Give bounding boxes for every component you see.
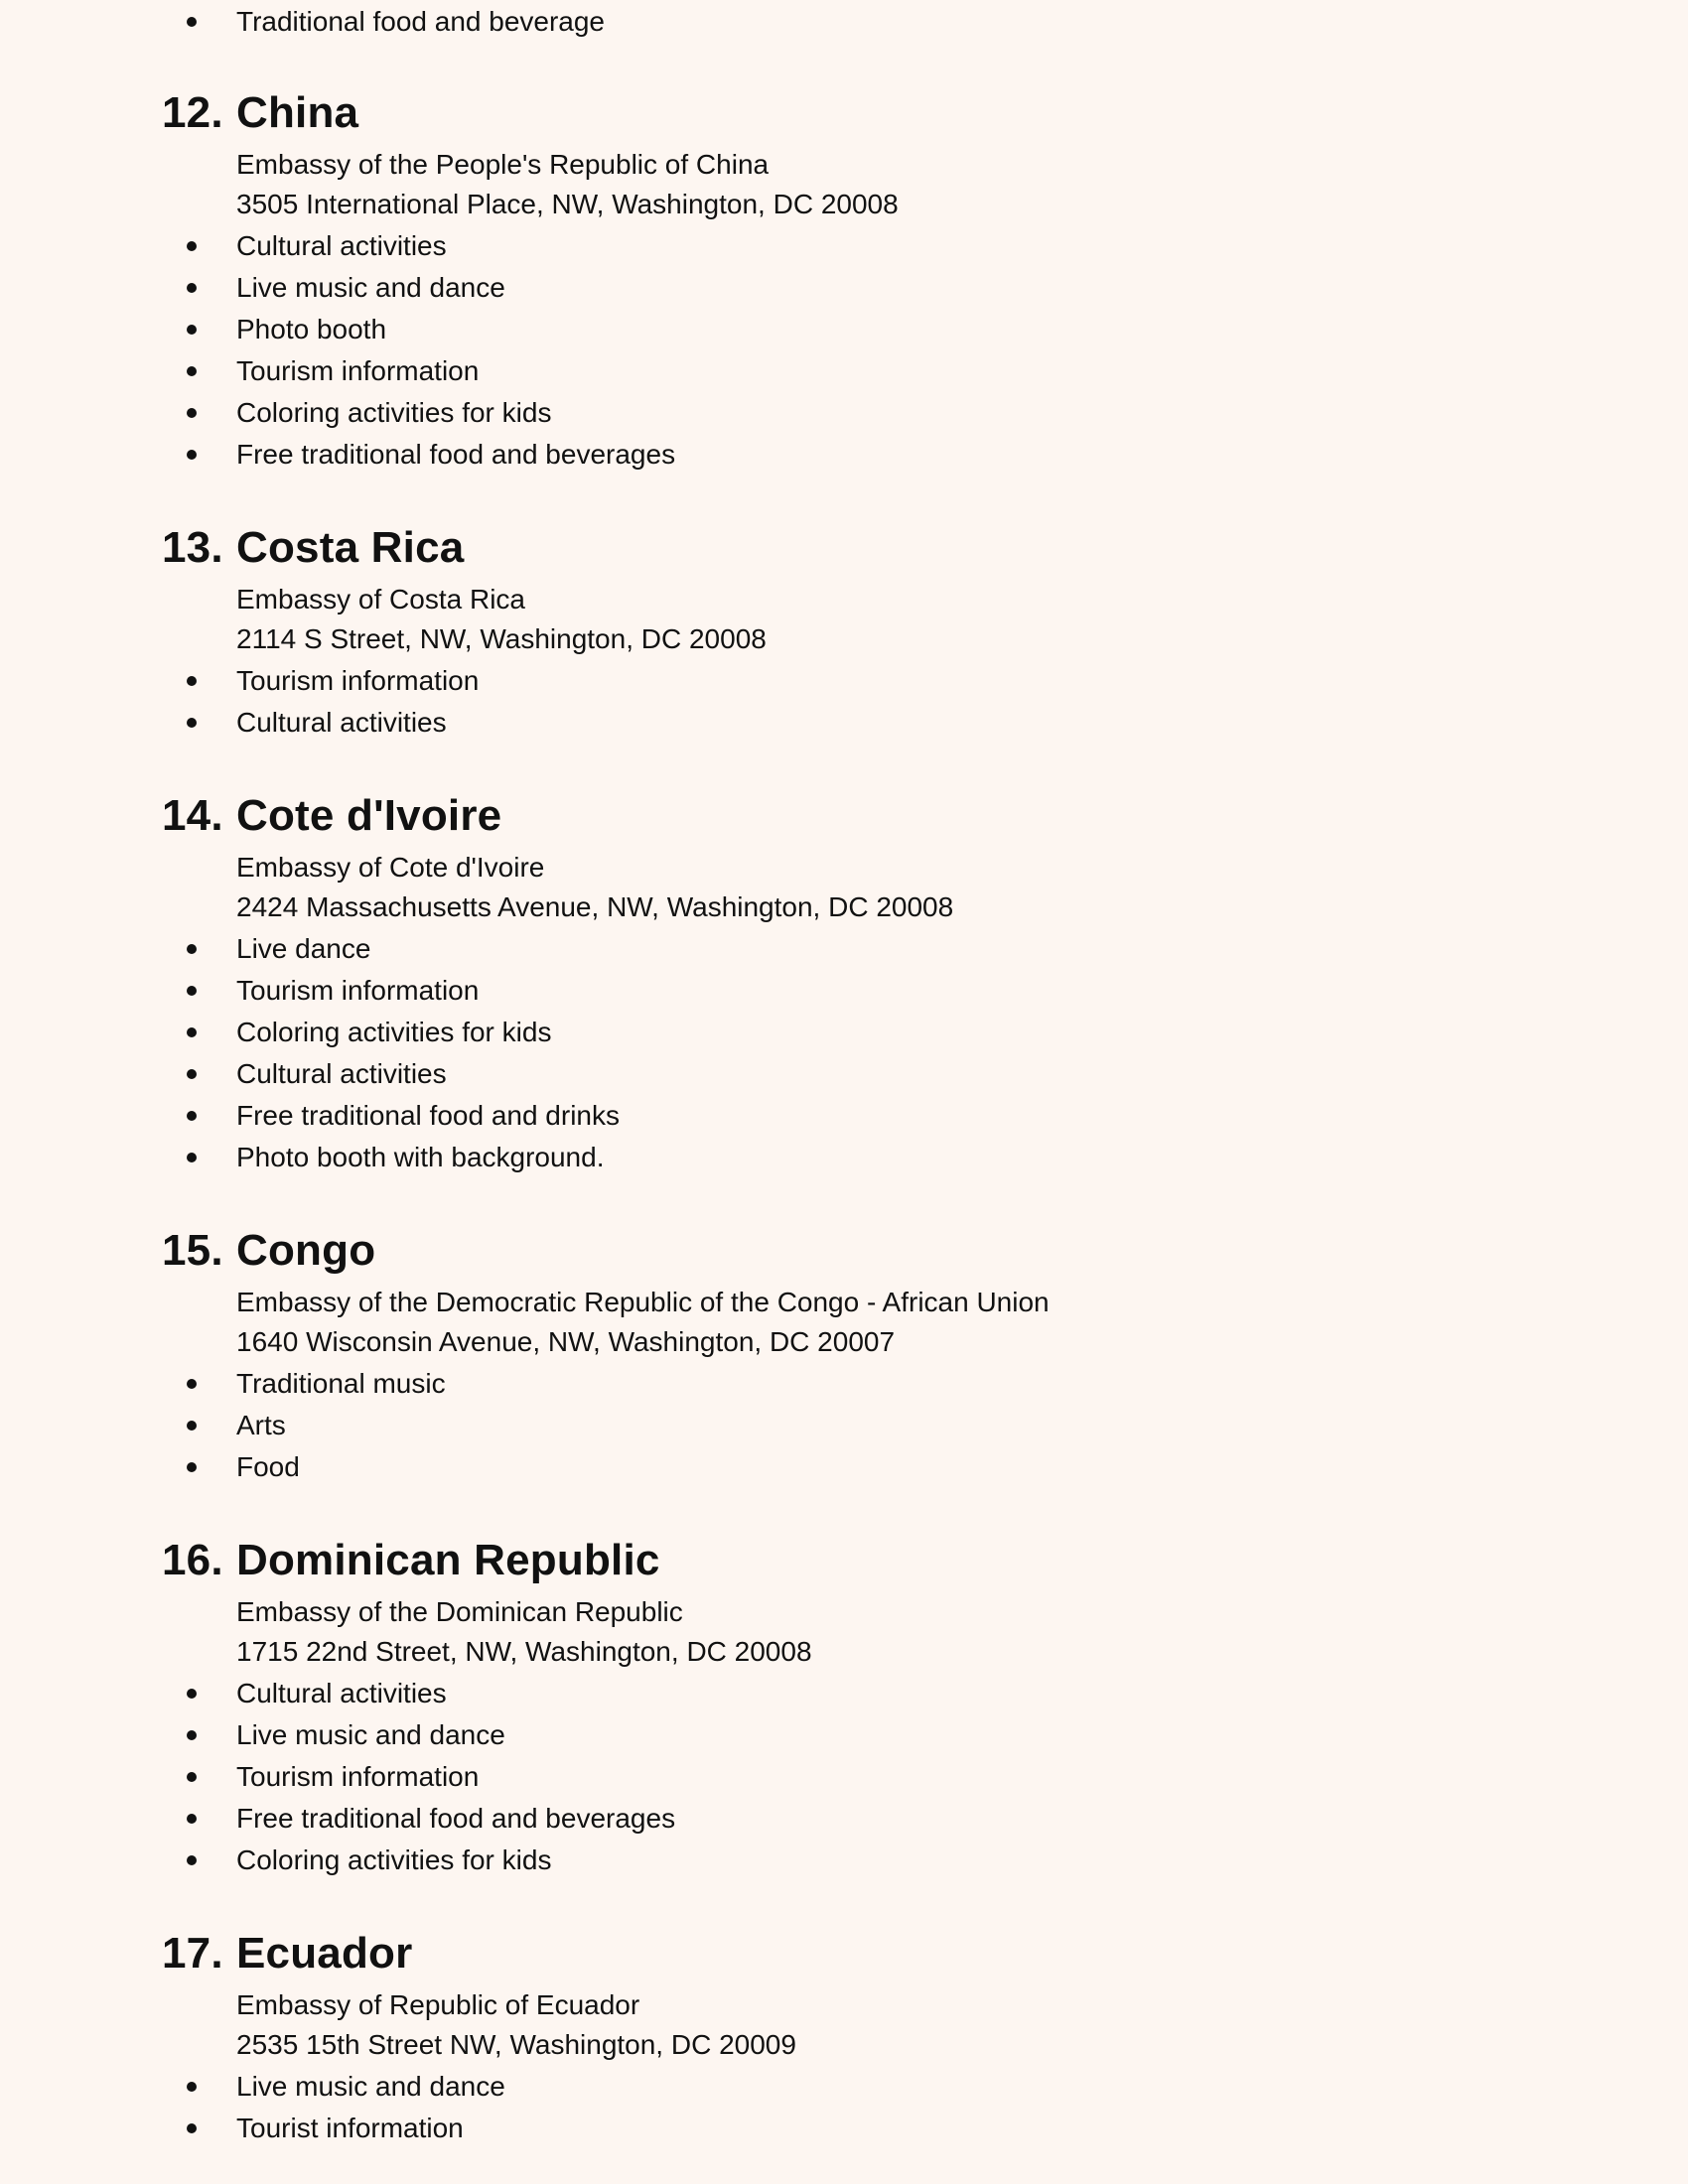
list-item-text: Free traditional food and beverages	[236, 439, 676, 470]
embassy-address: 1640 Wisconsin Avenue, NW, Washington, DC 20007	[236, 1326, 896, 1357]
list-item-text: Tourist information	[236, 2113, 464, 2143]
embassy-name: Embassy of Republic of Ecuador	[236, 1989, 640, 2020]
section-title: Costa Rica	[236, 523, 465, 572]
embassy-address: 2424 Massachusetts Avenue, NW, Washington, DC 20008	[236, 891, 954, 922]
bullet-icon	[187, 944, 197, 954]
list-item-text: Coloring activities for kids	[236, 1017, 552, 1047]
section-heading	[162, 1924, 412, 1983]
list-item-text: Live dance	[236, 933, 371, 964]
bullet-icon	[187, 1462, 197, 1472]
section-heading	[162, 518, 464, 578]
bullet-icon	[187, 408, 197, 418]
section-title: China	[236, 88, 359, 137]
list-item-text: Traditional food and beverage	[236, 6, 605, 37]
bullet-icon	[187, 1772, 197, 1782]
bullet-icon	[187, 1027, 197, 1037]
section-heading	[162, 83, 358, 143]
bullet-icon	[187, 325, 197, 335]
section-number: 17.	[162, 1929, 223, 1978]
embassy-address: 3505 International Place, NW, Washington, DC 20008	[236, 189, 899, 219]
embassy-address: 2114 S Street, NW, Washington, DC 20008	[236, 623, 767, 654]
bullet-icon	[187, 1855, 197, 1865]
list-item-text: Coloring activities for kids	[236, 397, 552, 428]
embassy-address: 1715 22nd Street, NW, Washington, DC 20008	[236, 1636, 812, 1667]
section-number: 13.	[162, 523, 223, 572]
embassy-name: Embassy of Cote d'Ivoire	[236, 852, 545, 883]
list-item-text: Food	[236, 1451, 300, 1482]
section-title: Congo	[236, 1226, 376, 1275]
section-title: Dominican Republic	[236, 1536, 660, 1584]
bullet-icon	[187, 1153, 197, 1162]
bullet-icon	[187, 2082, 197, 2092]
list-item-text: Tourism information	[236, 665, 480, 696]
list-item-text: Photo booth	[236, 314, 387, 344]
list-item-text: Photo booth with background.	[236, 1142, 605, 1172]
bullet-icon	[187, 1730, 197, 1740]
embassy-address: 2535 15th Street NW, Washington, DC 20009	[236, 2029, 796, 2060]
embassy-name: Embassy of Costa Rica	[236, 584, 525, 614]
bullet-icon	[187, 17, 197, 27]
embassy-name: Embassy of the People's Republic of China	[236, 149, 770, 180]
list-item-text: Arts	[236, 1410, 286, 1440]
list-item-text: Tourism information	[236, 1761, 480, 1792]
list-item-text: Cultural activities	[236, 707, 447, 738]
bullet-icon	[187, 1814, 197, 1824]
bullet-icon	[187, 1421, 197, 1431]
list-item-text: Cultural activities	[236, 230, 447, 261]
section-number: 15.	[162, 1226, 223, 1275]
section-heading	[162, 1221, 375, 1281]
bullet-icon	[187, 986, 197, 996]
list-item-text: Live music and dance	[236, 1719, 505, 1750]
section-heading	[162, 786, 501, 846]
embassy-name: Embassy of the Democratic Republic of the Congo - African Union	[236, 1287, 1050, 1317]
list-item-text: Tourism information	[236, 975, 480, 1006]
list-item-text: Coloring activities for kids	[236, 1844, 552, 1875]
section-number: 16.	[162, 1536, 223, 1584]
bullet-icon	[187, 1379, 197, 1389]
bullet-icon	[187, 718, 197, 728]
bullet-icon	[187, 2123, 197, 2133]
list-item-text: Live music and dance	[236, 272, 505, 303]
bullet-icon	[187, 1069, 197, 1079]
section-number: 12.	[162, 88, 223, 137]
section-title: Ecuador	[236, 1929, 413, 1978]
bullet-icon	[187, 450, 197, 460]
embassy-name: Embassy of the Dominican Republic	[236, 1596, 683, 1627]
bullet-icon	[187, 1111, 197, 1121]
list-item-text: Free traditional food and beverages	[236, 1803, 676, 1834]
bullet-icon	[187, 366, 197, 376]
section-number: 14.	[162, 791, 223, 840]
bullet-icon	[187, 283, 197, 293]
list-item-text: Cultural activities	[236, 1678, 447, 1708]
list-item-text: Traditional music	[236, 1368, 446, 1399]
bullet-icon	[187, 241, 197, 251]
bullet-icon	[187, 676, 197, 686]
section-heading	[162, 1531, 660, 1590]
list-item-text: Tourism information	[236, 355, 480, 386]
list-item-text: Live music and dance	[236, 2071, 505, 2102]
list-item-text: Free traditional food and drinks	[236, 1100, 620, 1131]
list-item-text: Cultural activities	[236, 1058, 447, 1089]
section-title: Cote d'Ivoire	[236, 791, 502, 840]
bullet-icon	[187, 1689, 197, 1699]
